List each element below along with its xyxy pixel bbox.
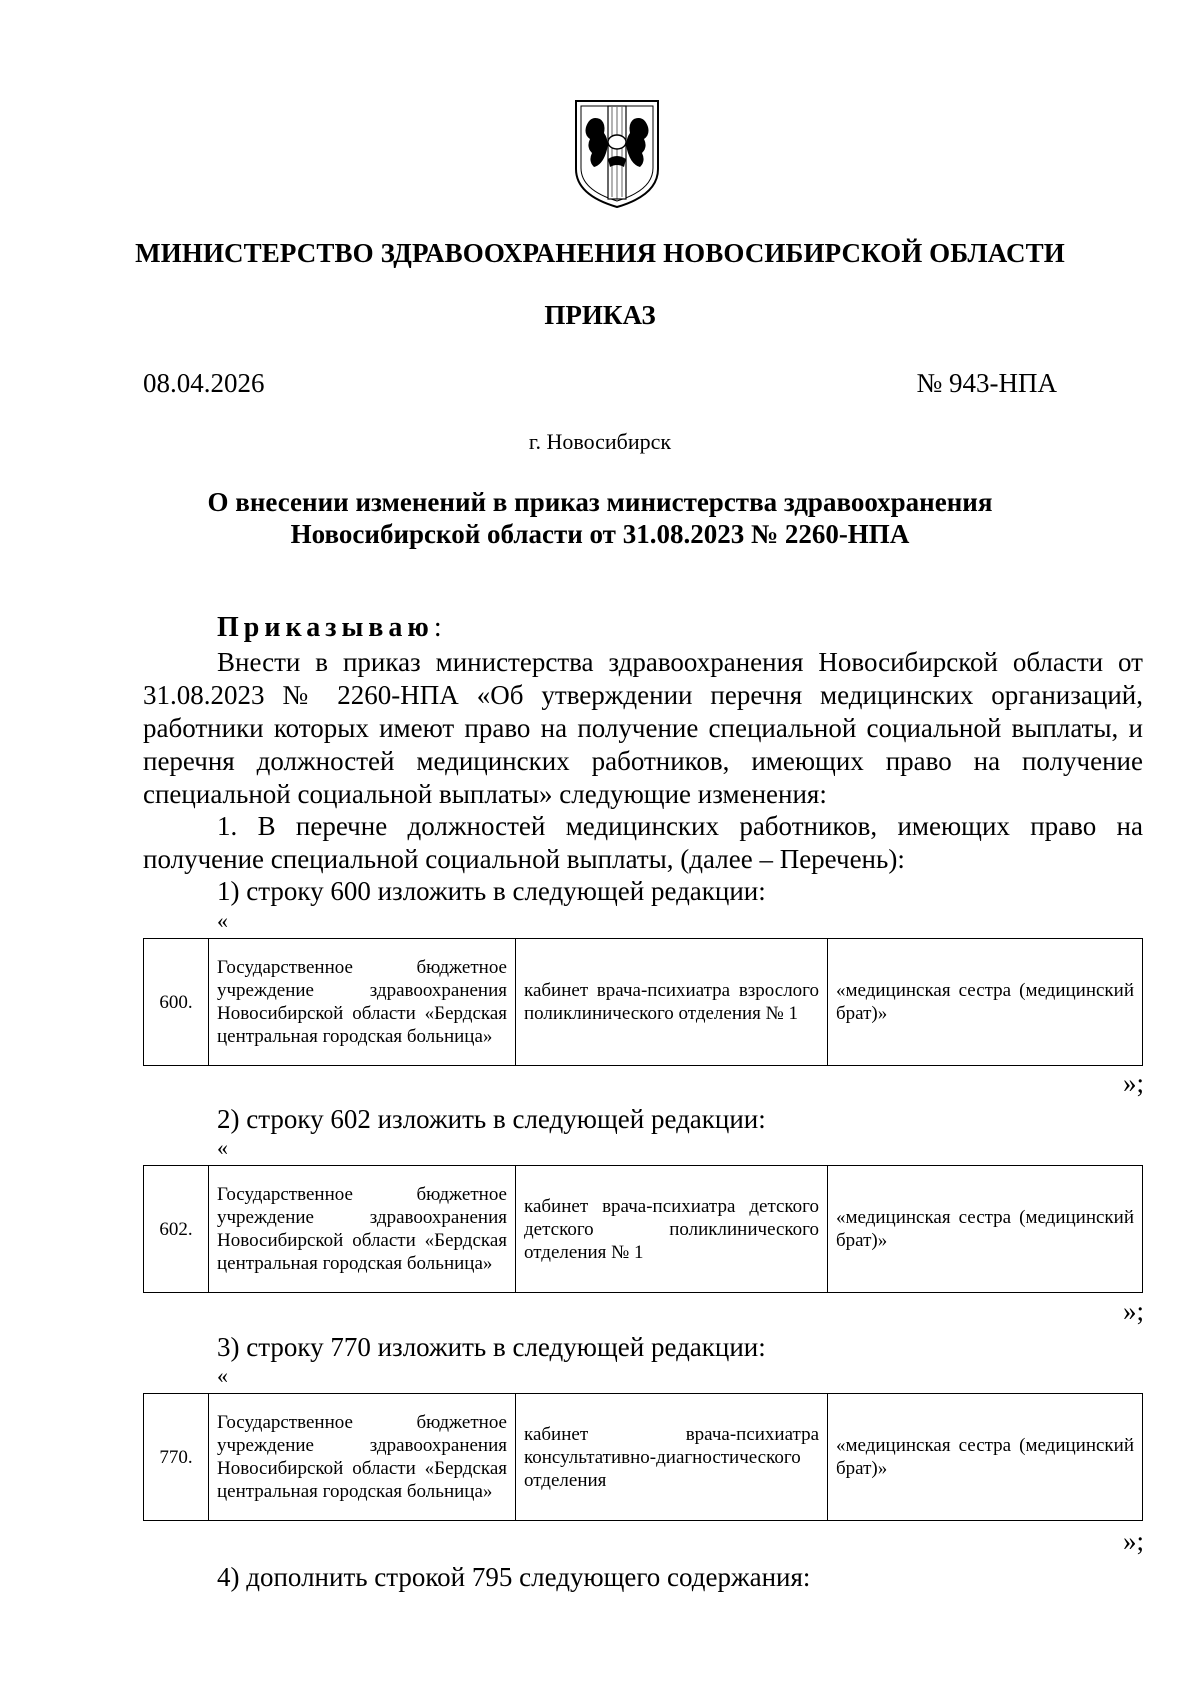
document-type: ПРИКАЗ bbox=[544, 300, 656, 330]
item-2-text: 2) строку 602 изложить в следующей редакции: bbox=[217, 1104, 766, 1134]
close-quote: »; bbox=[1122, 1296, 1144, 1326]
row-number: 602. bbox=[144, 1166, 209, 1293]
list-row-table bbox=[143, 938, 1143, 1066]
row-number: 600. bbox=[144, 939, 209, 1066]
subject-line-2: Новосибирской области от 31.08.2023 № 2260-НПА bbox=[290, 519, 910, 549]
order-date: 08.04.2026 bbox=[143, 368, 265, 398]
department-cell: кабинет врача-психиатра консультативно-диагностического отделения bbox=[516, 1394, 828, 1521]
orders-colon: : bbox=[433, 612, 442, 643]
order-subject bbox=[143, 486, 1057, 550]
order-number: № 943-НПА bbox=[916, 368, 1057, 398]
organization-cell: Государственное бюджетное учреждение здравоохранения Новосибирской области «Бердская центральная городская больница» bbox=[209, 939, 516, 1066]
table-row bbox=[144, 1394, 1143, 1521]
open-quote: « bbox=[217, 1363, 228, 1388]
orders-word: Приказываю bbox=[217, 612, 434, 643]
list-row-table bbox=[143, 1393, 1143, 1521]
item-4-text: 4) дополнить строкой 795 следующего содержания: bbox=[217, 1562, 811, 1592]
position-cell: «медицинская сестра (медицинский брат)» bbox=[828, 939, 1143, 1066]
organization-cell: Государственное бюджетное учреждение здравоохранения Новосибирской области «Бердская центральная городская больница» bbox=[209, 1166, 516, 1293]
city: г. Новосибирск bbox=[528, 429, 672, 454]
intro-paragraph: Внести в приказ министерства здравоохранения Новосибирской области от 31.08.2023 № 2260-НПА «Об утверждении перечня медицинских организаций, работники которых имеют право на получение специальной социальной выплаты, и перечня должностей медицинских работников, имеющих право на получение специальной социальной выплаты» следующие изменения: bbox=[143, 647, 1143, 809]
orders-heading bbox=[217, 612, 442, 644]
position-cell: «медицинская сестра (медицинский брат)» bbox=[828, 1394, 1143, 1521]
department-cell: кабинет врача-психиатра взрослого поликлинического отделения № 1 bbox=[516, 939, 828, 1066]
ministry-name: МИНИСТЕРСТВО ЗДРАВООХРАНЕНИЯ НОВОСИБИРСКОЙ ОБЛАСТИ bbox=[135, 238, 1065, 268]
open-quote: « bbox=[217, 908, 228, 933]
item-1-text: 1) строку 600 изложить в следующей редакции: bbox=[217, 876, 766, 906]
close-quote: »; bbox=[1122, 1526, 1144, 1556]
list-row-table bbox=[143, 1165, 1143, 1293]
open-quote: « bbox=[217, 1135, 228, 1160]
table-row bbox=[144, 939, 1143, 1066]
coat-of-arms-emblem bbox=[572, 97, 662, 209]
close-quote: »; bbox=[1122, 1068, 1144, 1098]
department-cell: кабинет врача-психиатра детского детского поликлинического отделения № 1 bbox=[516, 1166, 828, 1293]
position-cell: «медицинская сестра (медицинский брат)» bbox=[828, 1166, 1143, 1293]
item-3-text: 3) строку 770 изложить в следующей редакции: bbox=[217, 1332, 766, 1362]
organization-cell: Государственное бюджетное учреждение здравоохранения Новосибирской области «Бердская центральная городская больница» bbox=[209, 1394, 516, 1521]
table-row bbox=[144, 1166, 1143, 1293]
subject-line-1: О внесении изменений в приказ министерства здравоохранения bbox=[207, 487, 993, 517]
point-1-paragraph: 1. В перечне должностей медицинских работников, имеющих право на получение специальной социальной выплаты, (далее – Перечень): bbox=[143, 811, 1143, 874]
row-number: 770. bbox=[144, 1394, 209, 1521]
